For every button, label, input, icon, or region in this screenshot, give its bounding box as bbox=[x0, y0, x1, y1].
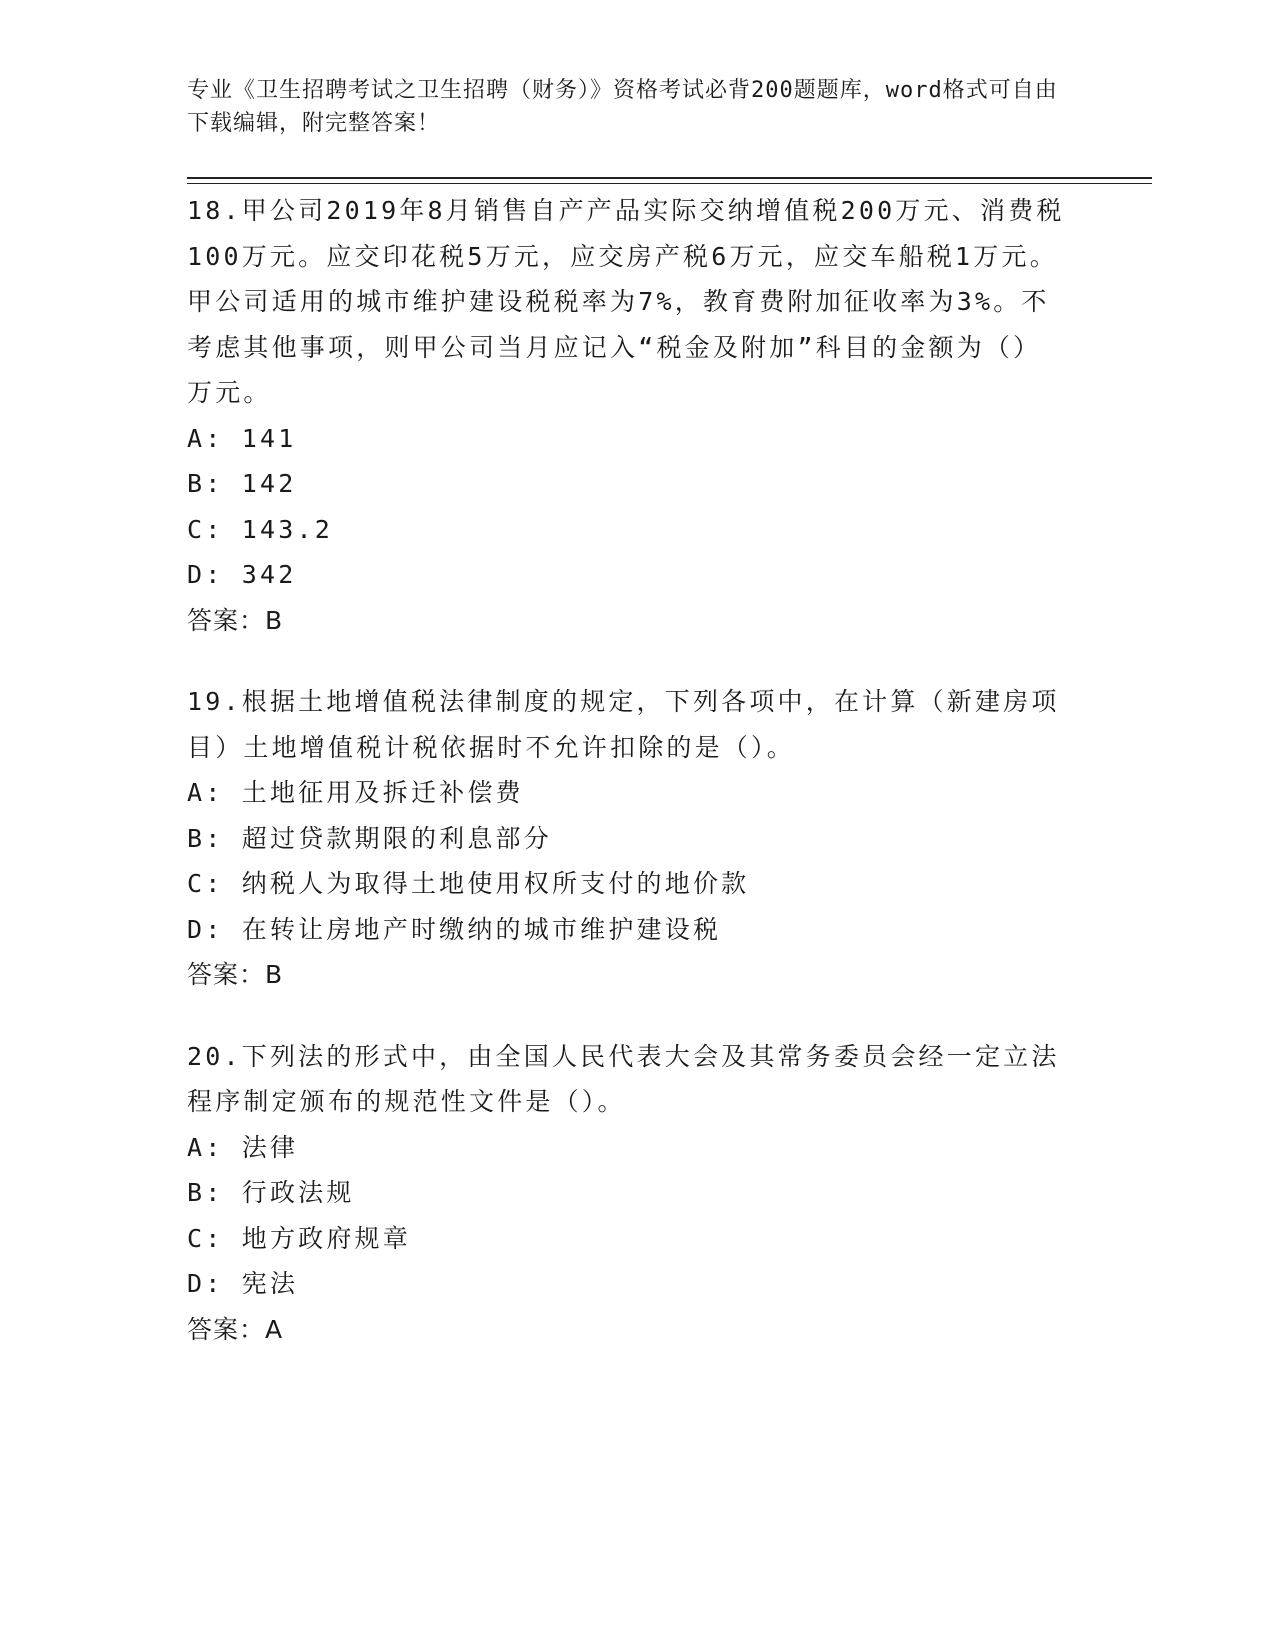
question-stem: 19.根据土地增值税法律制度的规定，下列各项中，在计算（新建房项目）土地增值税计税依据时不允许扣除的是（）。 bbox=[187, 687, 1060, 762]
question-stem: 20.下列法的形式中，由全国人民代表大会及其常务委员会经一定立法程序制定颁布的规范性文件是（）。 bbox=[187, 1041, 1060, 1116]
question-20 bbox=[187, 1034, 1067, 1353]
question-18 bbox=[187, 188, 1067, 643]
question-list bbox=[187, 188, 1067, 1388]
option-a: A: 法律 bbox=[187, 1132, 299, 1162]
answer-line: 答案：B bbox=[187, 960, 284, 989]
header-rule-thin bbox=[187, 183, 1152, 184]
option-c: C: 地方政府规章 bbox=[187, 1223, 411, 1253]
option-a: A: 土地征用及拆迁补偿费 bbox=[187, 778, 524, 807]
answer-line: 答案：B bbox=[187, 605, 284, 635]
option-b: B: 超过贷款期限的利息部分 bbox=[187, 823, 552, 853]
option-b: B: 行政法规 bbox=[187, 1178, 355, 1207]
document-header: 专业《卫生招聘考试之卫生招聘（财务）》资格考试必背200题题库，word格式可自由下载编辑，附完整答案！ bbox=[187, 78, 1058, 136]
question-19 bbox=[187, 679, 1067, 998]
header-rule-thick bbox=[187, 177, 1152, 179]
option-d: D: 342 bbox=[187, 560, 297, 589]
question-stem: 18.甲公司2019年8月销售自产产品实际交纳增值税200万元、消费税100万元。应交印花税5万元，应交房产税6万元，应交车船税1万元。甲公司适用的城市维护建设税税率为7%，教育费附加征收率为3%。不考虑其他事项，则甲公司当月应记入“税金及附加”科目的金额为（）万元。 bbox=[187, 196, 1065, 407]
answer-line: 答案：A bbox=[187, 1314, 284, 1344]
option-c: C: 纳税人为取得土地使用权所支付的地价款 bbox=[187, 869, 750, 898]
option-b: B: 142 bbox=[187, 469, 297, 498]
option-a: A: 141 bbox=[187, 423, 297, 453]
option-d: D: 在转让房地产时缴纳的城市维护建设税 bbox=[187, 914, 722, 944]
option-c: C: 143.2 bbox=[187, 514, 334, 544]
option-d: D: 宪法 bbox=[187, 1269, 299, 1298]
